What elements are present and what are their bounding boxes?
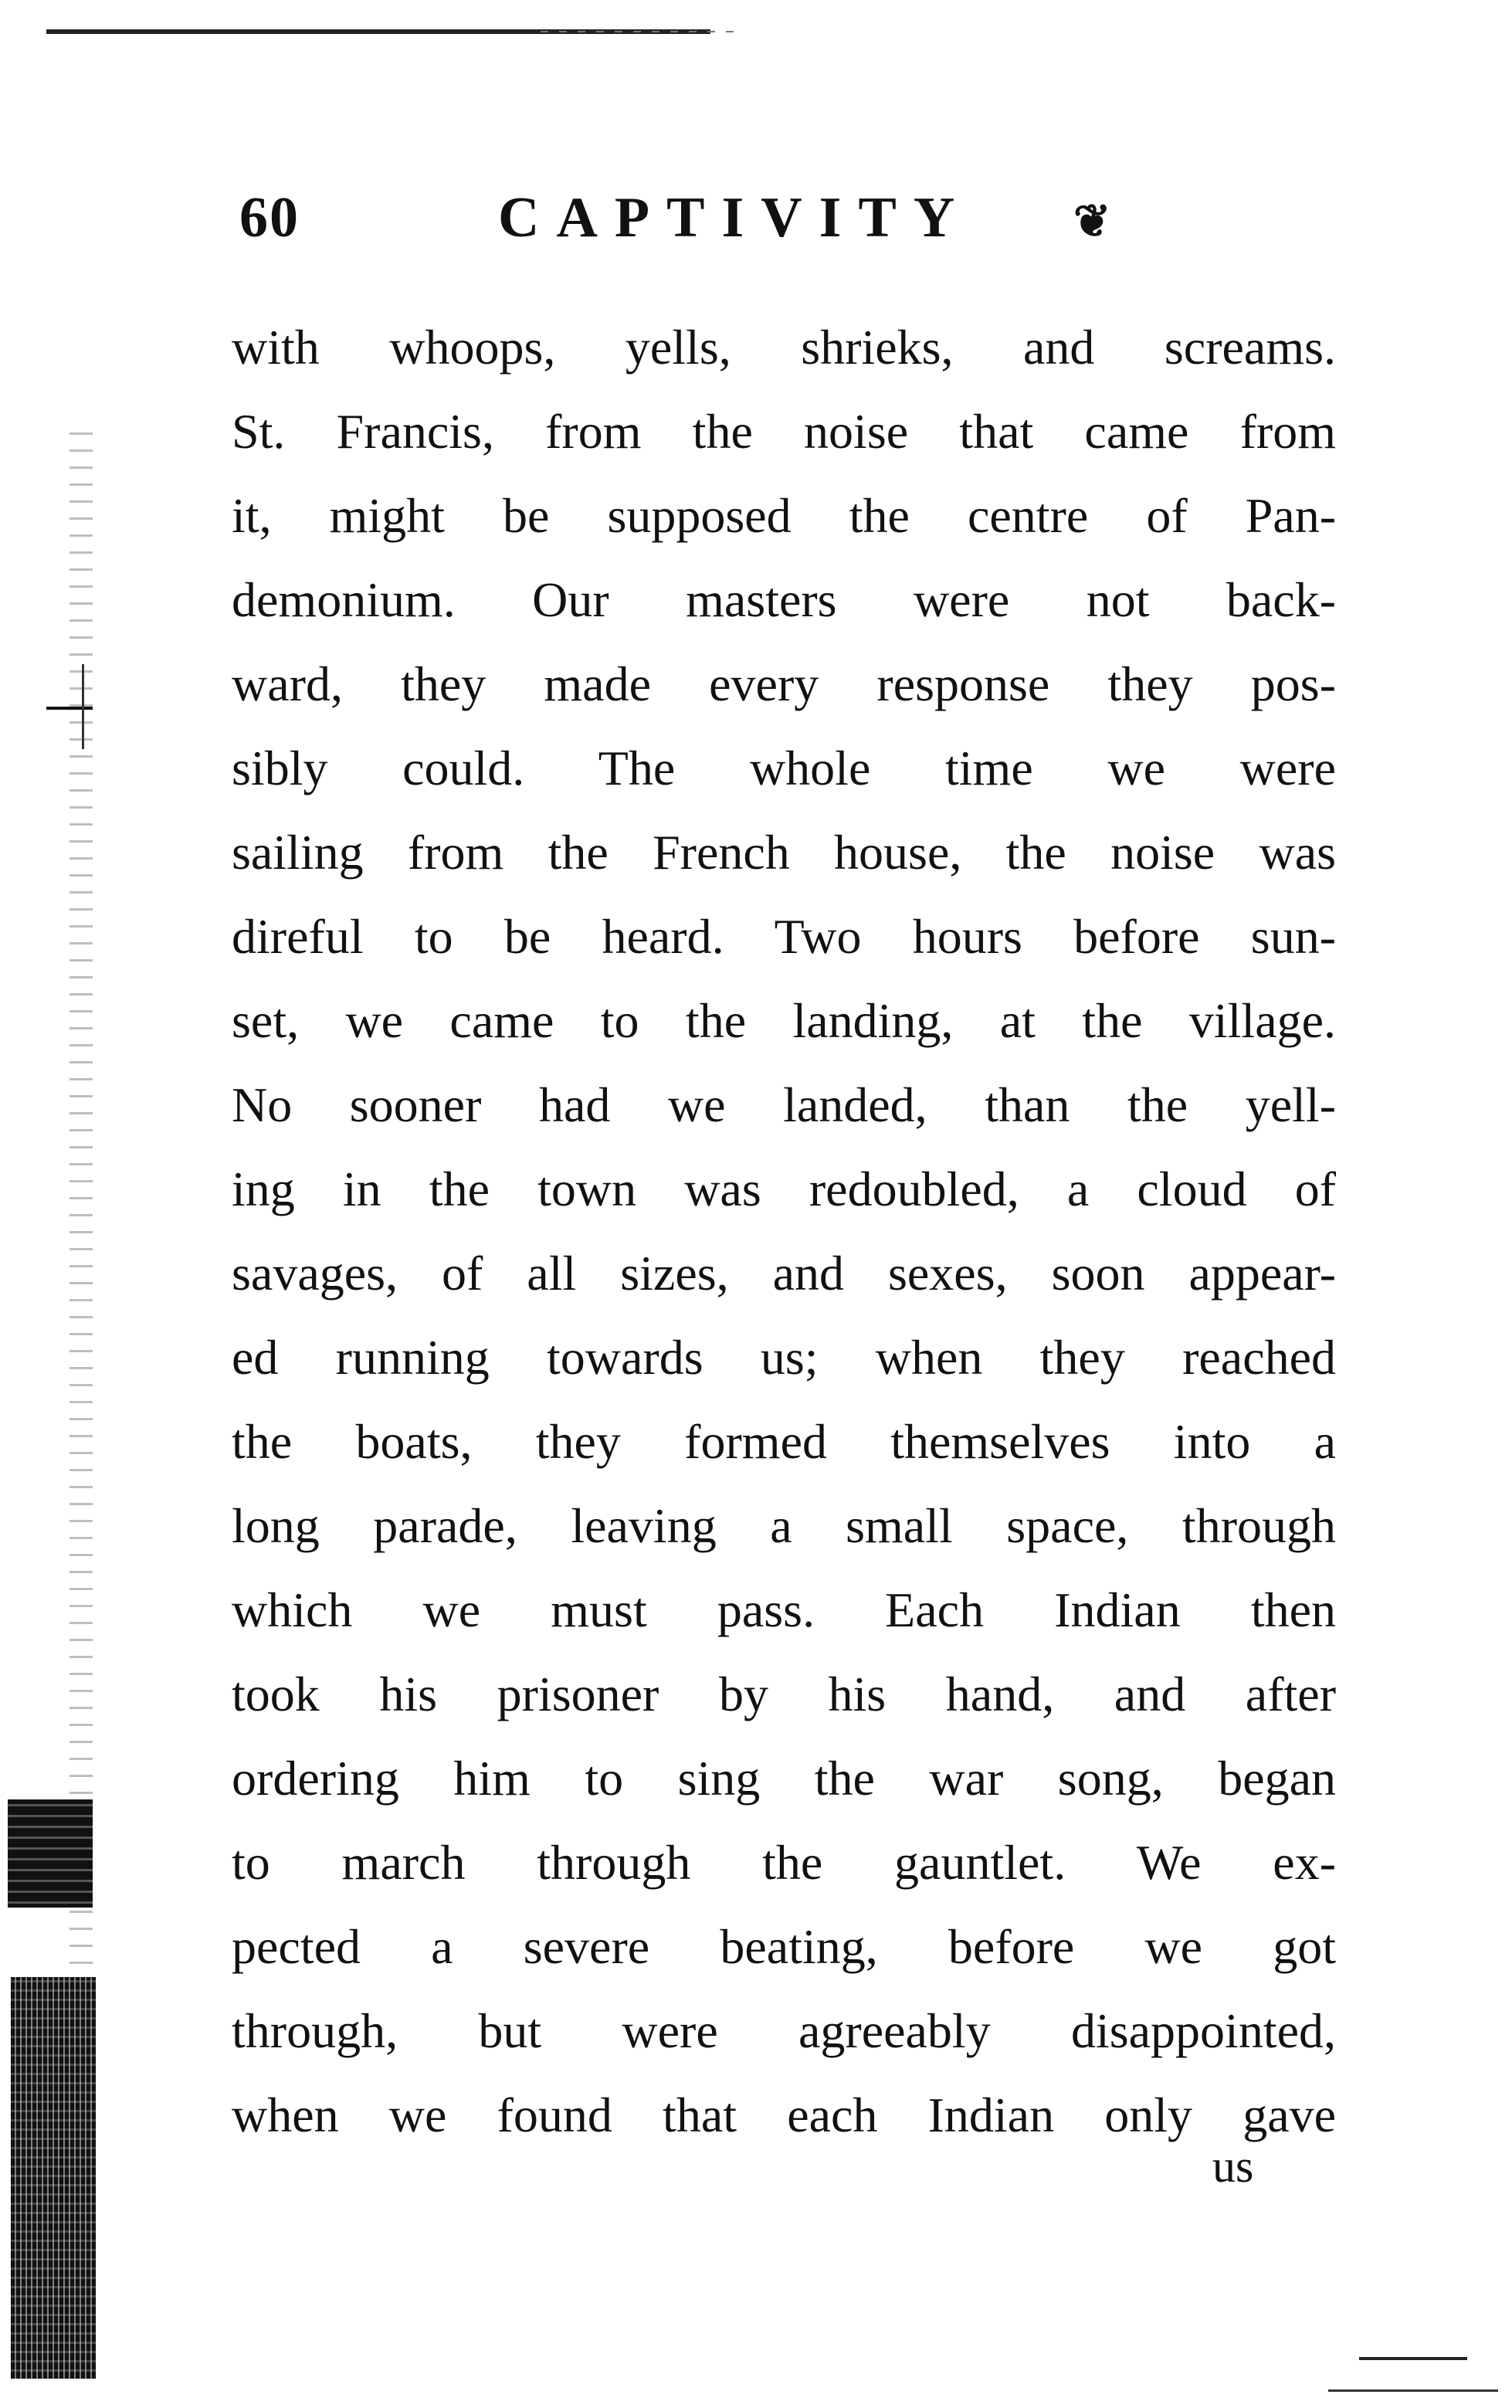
scan-bottom-rule-lower [1328, 2389, 1498, 2392]
scan-edge-dashes [541, 31, 741, 32]
text-line: direful to be heard. Two hours before sun- [232, 909, 1336, 964]
text-line: took his prisoner by his hand, and after [232, 1667, 1336, 1721]
binding-shadow-lower [11, 1977, 96, 2379]
fleuron-icon: ❦ [1073, 196, 1111, 246]
running-title: CAPTIVITY [498, 186, 972, 249]
text-line: ing in the town was redoubled, a cloud of [232, 1162, 1336, 1216]
gutter-tick [82, 664, 84, 749]
running-head [232, 178, 1205, 263]
text-line: with whoops, yells, shrieks, and screams. [232, 320, 1336, 375]
text-line: St. Francis, from the noise that came from [232, 404, 1336, 459]
scan-bottom-rule [1359, 2357, 1467, 2360]
text-line: long parade, leaving a small space, through [232, 1498, 1336, 1553]
text-line: when we found that each Indian only gave [232, 2087, 1336, 2142]
text-line: which we must pass. Each Indian then [232, 1582, 1336, 1637]
text-line: to march through the gauntlet. We ex- [232, 1835, 1336, 1890]
page-number: 60 [239, 186, 300, 249]
text-line: sailing from the French house, the noise was [232, 825, 1336, 880]
body-text [232, 305, 1336, 2157]
gutter-mark [46, 707, 93, 710]
binding-shadow-upper [8, 1799, 93, 1908]
text-line: sibly could. The whole time we were [232, 741, 1336, 795]
text-line: it, might be supposed the centre of Pan- [232, 488, 1336, 543]
text-line: ordering him to sing the war song, began [232, 1751, 1336, 1806]
text-line: ed running towards us; when they reached [232, 1330, 1336, 1385]
text-line: pected a severe beating, before we got [232, 1919, 1336, 1974]
text-line: the boats, they formed themselves into a [232, 1414, 1336, 1469]
text-line: set, we came to the landing, at the village. [232, 993, 1336, 1048]
text-line: demonium. Our masters were not back- [232, 572, 1336, 627]
text-line: through, but were agreeably disappointed, [232, 2003, 1336, 2058]
text-line: savages, of all sizes, and sexes, soon appear- [232, 1246, 1336, 1301]
catchword: us [1212, 2141, 1254, 2192]
text-line: ward, they made every response they pos- [232, 656, 1336, 711]
text-line: No sooner had we landed, than the yell- [232, 1077, 1336, 1132]
